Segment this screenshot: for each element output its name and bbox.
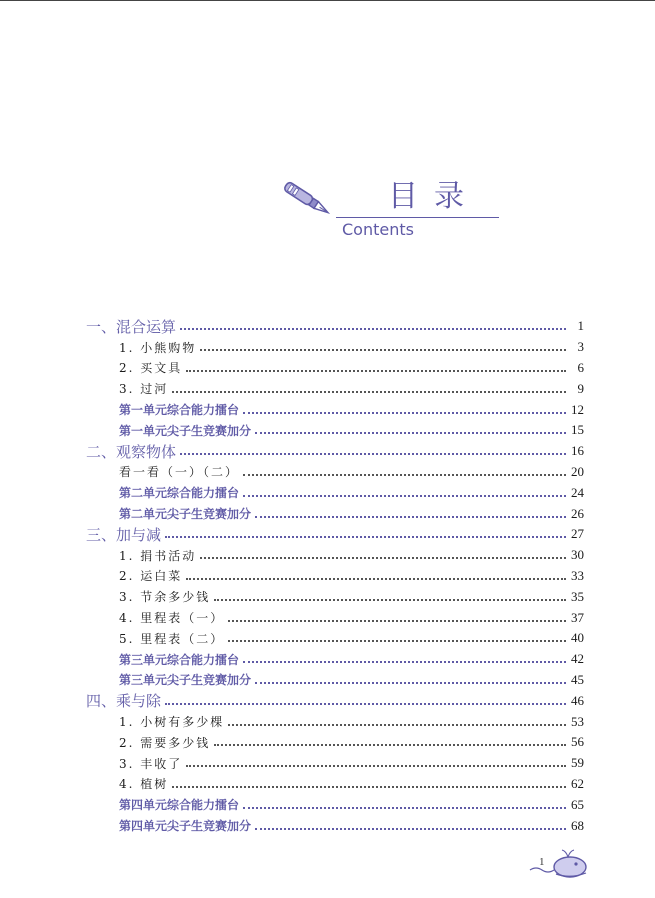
dot-leader [214, 599, 566, 601]
toc-entry-extra [0, 482, 655, 503]
toc-entry-extra [0, 399, 655, 420]
toc-entry-title: 第四单元综合能力擂台 [119, 798, 240, 813]
toc-entry-unit [0, 524, 655, 545]
toc-entry-page: 62 [571, 775, 584, 791]
toc-entry-lesson [0, 378, 655, 399]
toc-entry-page: 45 [571, 671, 584, 687]
toc-entry-page: 65 [571, 796, 584, 812]
toc-entry-page: 46 [571, 692, 584, 708]
dot-leader [255, 432, 566, 434]
toc-entry-unit [0, 690, 655, 711]
toc-entry-title: 第一单元综合能力擂台 [119, 403, 240, 418]
toc-entry-title: 1. 小树有多少棵 [119, 715, 225, 730]
dot-leader [255, 516, 566, 518]
toc-entry-unit [0, 316, 655, 337]
toc-entry-page: 26 [571, 505, 584, 521]
toc-entry-title: 第四单元尖子生竞赛加分 [119, 819, 252, 834]
toc-entry-title: 4. 里程表（一） [119, 611, 225, 626]
toc-entry-page: 20 [571, 463, 584, 479]
whale-mascot-icon [528, 846, 590, 880]
toc-entry-lesson [0, 586, 655, 607]
dot-leader [186, 578, 566, 580]
toc-entry-lesson [0, 753, 655, 774]
toc-entry-lesson [0, 545, 655, 566]
dot-leader [172, 391, 566, 393]
toc-entry-page: 33 [571, 567, 584, 583]
title-underline [336, 217, 499, 218]
toc-entry-title: 1. 捐书活动 [119, 548, 197, 563]
toc-entry-title: 第二单元综合能力擂台 [119, 486, 240, 501]
dot-leader [243, 412, 566, 414]
toc-entry-page: 9 [577, 380, 584, 396]
dot-leader [165, 536, 566, 538]
toc-entry-page: 42 [571, 651, 584, 667]
dot-leader [255, 828, 566, 830]
toc-entry-title: 1. 小熊购物 [119, 340, 197, 355]
toc-entry-title: 2. 需要多少钱 [119, 735, 211, 750]
toc-entry-page: 37 [571, 609, 584, 625]
toc-entry-title: 四、乘与除 [86, 692, 162, 711]
toc-entry-page: 56 [571, 734, 584, 750]
dot-leader [180, 328, 566, 330]
dot-leader [172, 786, 566, 788]
toc-entry-lesson [0, 711, 655, 732]
toc-entry-title: 第三单元尖子生竞赛加分 [119, 673, 252, 688]
toc-entry-page: 3 [577, 339, 584, 355]
toc-entry-page: 24 [571, 484, 584, 500]
toc-entry-title: 3. 节余多少钱 [119, 590, 211, 605]
toc-entry-extra [0, 670, 655, 691]
toc-entry-title: 4. 植树 [119, 777, 169, 792]
toc-title-block [278, 175, 508, 245]
dot-leader [228, 724, 566, 726]
dot-leader [243, 474, 566, 476]
toc-entry-lesson [0, 337, 655, 358]
dot-leader [186, 765, 566, 767]
toc-entry-page: 68 [571, 817, 584, 833]
toc-entry-title: 2. 买文具 [119, 361, 183, 376]
toc-entry-lesson [0, 462, 655, 483]
toc-entry-page: 40 [571, 630, 584, 646]
toc-entry-title: 第二单元尖子生竞赛加分 [119, 507, 252, 522]
dot-leader [243, 661, 566, 663]
toc-entry-page: 27 [571, 526, 584, 542]
toc-entry-title: 三、加与减 [86, 525, 162, 544]
toc-entry-lesson [0, 774, 655, 795]
dot-leader [186, 370, 566, 372]
toc-entry-page: 12 [571, 401, 584, 417]
toc-entry-extra [0, 649, 655, 670]
toc-entry-lesson [0, 628, 655, 649]
toc-entry-title: 二、观察物体 [86, 442, 177, 461]
page-number: 1 [539, 856, 545, 868]
dot-leader [228, 620, 566, 622]
toc-entry-lesson [0, 358, 655, 379]
dot-leader [200, 349, 566, 351]
toc-title-chinese: 目录 [388, 179, 480, 214]
toc-entry-page: 16 [571, 443, 584, 459]
top-border-line [0, 0, 655, 1]
fountain-pen-icon [278, 177, 336, 221]
toc-entry-page: 30 [571, 547, 584, 563]
toc-entry-extra [0, 420, 655, 441]
dot-leader [214, 744, 566, 746]
toc-entry-title: 看一看（一）（二） [119, 465, 240, 480]
toc-entry-title: 2. 运白菜 [119, 569, 183, 584]
dot-leader [200, 557, 566, 559]
table-of-contents [0, 316, 655, 836]
toc-title-english: Contents [342, 220, 414, 239]
dot-leader [255, 682, 566, 684]
toc-entry-lesson [0, 732, 655, 753]
dot-leader [180, 453, 566, 455]
dot-leader [243, 495, 566, 497]
toc-entry-extra [0, 794, 655, 815]
toc-entry-title: 一、混合运算 [86, 317, 177, 336]
dot-leader [165, 703, 566, 705]
toc-entry-extra [0, 503, 655, 524]
toc-entry-page: 1 [577, 318, 584, 334]
toc-entry-title: 第三单元综合能力擂台 [119, 652, 240, 667]
toc-entry-lesson [0, 607, 655, 628]
toc-entry-page: 53 [571, 713, 584, 729]
toc-entry-page: 35 [571, 588, 584, 604]
dot-leader [228, 640, 566, 642]
toc-entry-extra [0, 815, 655, 836]
toc-entry-lesson [0, 566, 655, 587]
toc-entry-page: 59 [571, 755, 584, 771]
page-footer [528, 846, 590, 880]
toc-entry-page: 6 [577, 359, 584, 375]
toc-entry-title: 第一单元尖子生竞赛加分 [119, 423, 252, 438]
toc-entry-unit [0, 441, 655, 462]
toc-entry-title: 5. 里程表（二） [119, 631, 225, 646]
toc-entry-page: 15 [571, 422, 584, 438]
dot-leader [243, 807, 566, 809]
toc-entry-title: 3. 丰收了 [119, 756, 183, 771]
toc-entry-title: 3. 过河 [119, 382, 169, 397]
